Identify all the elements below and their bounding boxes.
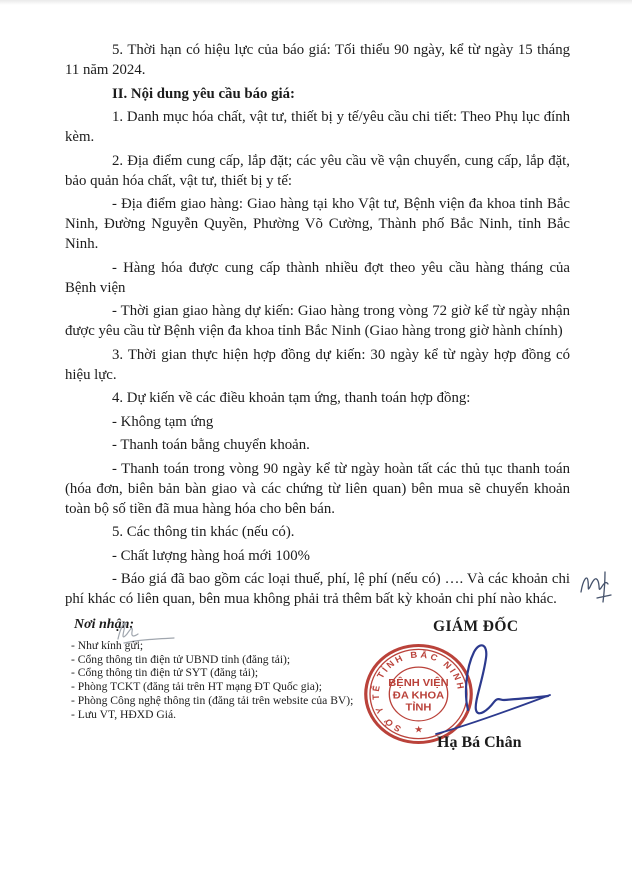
signer-title: GIÁM ĐỐC	[433, 618, 519, 635]
recipient-line: - Như kính gửi;	[71, 639, 144, 652]
document-body	[65, 40, 570, 613]
recipient-line: - Phòng Công nghệ thông tin (đăng tải trên website của BV);	[71, 693, 354, 707]
paragraph: - Chất lượng hàng hoá mới 100%	[112, 547, 310, 564]
stamp-center-line-2: ĐA KHOA	[392, 689, 445, 702]
paragraph: II. Nội dung yêu cầu báo giá:	[112, 85, 295, 102]
recipients-title: Nơi nhận:	[74, 617, 135, 632]
paragraph: 5. Các thông tin khác (nếu có).	[112, 524, 295, 540]
paragraph: - Báo giá đã bao gồm các loại thuế, phí, lệ phí (nếu có) …. Và các khoản chi phí khác có liên quan, bên mua không phải trả thêm bất kỳ khoản chi phí nào khác.	[65, 571, 570, 607]
scan-edge-shadow	[0, 0, 632, 5]
paragraph: 5. Thời hạn có hiệu lực của báo giá: Tối thiểu 90 ngày, kể từ ngày 15 tháng 11 năm 2024.	[65, 42, 570, 78]
stamp-star-icon: ★	[414, 725, 423, 735]
paragraph: 4. Dự kiến về các điều khoản tạm ứng, thanh toán hợp đồng:	[112, 390, 471, 406]
paragraph: - Hàng hóa được cung cấp thành nhiều đợt theo yêu cầu hàng tháng của Bệnh viện	[65, 259, 570, 296]
paragraph: 1. Danh mục hóa chất, vật tư, thiết bị y tế/yêu cầu chi tiết: Theo Phụ lục đính kèm.	[65, 109, 570, 145]
stamp-center-line-1: BỆNH VIỆN	[388, 677, 449, 690]
stamp-center-line-3: TỈNH	[405, 701, 432, 714]
handwritten-initial	[578, 568, 616, 608]
recipient-line: - Cổng thông tin điện tử UBND tỉnh (đăng tải);	[71, 652, 291, 666]
recipient-line: - Lưu VT, HĐXD Giá.	[71, 707, 177, 721]
paragraph: 3. Thời gian thực hiện hợp đồng dự kiến: 30 ngày kể từ ngày hợp đồng có hiệu lực.	[65, 346, 570, 383]
stamp-ring-text: SỞ Y TẾ TỈNH BẮC NINH	[370, 649, 467, 734]
paragraph: - Thanh toán trong vòng 90 ngày kể từ ngày hoàn tất các thủ tục thanh toán (hóa đơn, biên bản bàn giao và các chứng từ liên quan) bên mua sẽ chuyển khoản toàn bộ số tiền đã mua hàng hóa cho bên bán.	[65, 460, 570, 517]
paragraph: - Thanh toán bằng chuyển khoản.	[112, 437, 310, 453]
signer-name: Hạ Bá Chân	[437, 734, 522, 751]
director-signature	[430, 640, 570, 740]
paragraph: - Không tạm ứng	[112, 413, 214, 430]
recipient-line: - Phòng TCKT (đăng tải trên HT mạng ĐT Quốc gia);	[71, 680, 322, 694]
recipients-list	[71, 639, 353, 721]
paragraph: 2. Địa điểm cung cấp, lắp đặt; các yêu cầu về vận chuyển, cung cấp, lắp đặt, bảo quản hóa chất, vật tư, thiết bị y tế:	[65, 152, 570, 189]
paragraph: - Thời gian giao hàng dự kiến: Giao hàng trong vòng 72 giờ kể từ ngày nhận được yêu cầu từ Bệnh viện đa khoa tỉnh Bắc Ninh (Giao hàng trong giờ hành chính)	[65, 303, 570, 339]
paragraph: - Địa điểm giao hàng: Giao hàng tại kho Vật tư, Bệnh viện đa khoa tỉnh Bắc Ninh, Đường Nguyễn Quyền, Phường Võ Cường, Thành phố Bắc Ninh, tỉnh Bắc Ninh.	[65, 196, 570, 252]
recipient-line: - Cổng thông tin điện tử SYT (đăng tải);	[71, 666, 259, 680]
